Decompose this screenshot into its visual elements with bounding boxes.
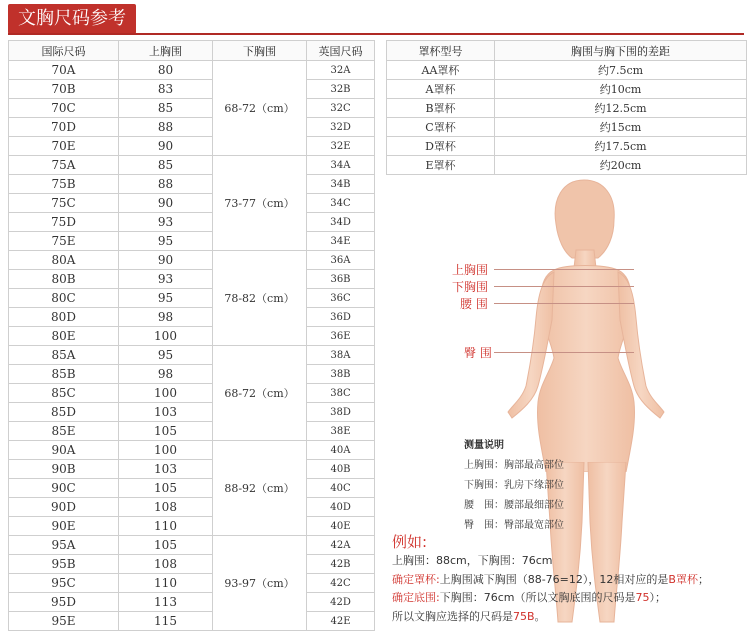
uk-size-cell: 38D [307, 403, 375, 422]
title-bar [8, 4, 136, 34]
table-row [9, 422, 375, 441]
upper-bust-cell: 103 [119, 460, 213, 479]
intl-size-cell: 95A [9, 536, 119, 555]
cup-type-cell: C罩杯 [387, 118, 495, 137]
note-under-bust: 下胸围：乳房下缘部位 [464, 480, 564, 491]
uk-size-cell: 32A [307, 61, 375, 80]
measurement-notes [464, 436, 564, 536]
upper-bust-cell: 105 [119, 479, 213, 498]
note-hip: 臀 围：臀部最宽部位 [464, 520, 564, 531]
intl-size-cell: 70B [9, 80, 119, 99]
table-row [9, 118, 375, 137]
uk-size-cell: 36D [307, 308, 375, 327]
uk-size-cell: 34E [307, 232, 375, 251]
uk-size-cell: 38C [307, 384, 375, 403]
notes-title: 测量说明 [464, 440, 504, 451]
table-row [9, 384, 375, 403]
upper-bust-cell: 88 [119, 118, 213, 137]
size-table-header [9, 41, 375, 61]
table-row [9, 403, 375, 422]
upper-bust-cell: 90 [119, 194, 213, 213]
cup-table [386, 40, 747, 175]
table-row [9, 536, 375, 555]
upper-bust-cell: 90 [119, 251, 213, 270]
intl-size-cell: 90A [9, 441, 119, 460]
table-row [9, 346, 375, 365]
under-bust-range-cell: 68-72（cm） [213, 61, 307, 156]
intl-size-cell: 80A [9, 251, 119, 270]
upper-bust-cell: 110 [119, 574, 213, 593]
cup-type-cell: B罩杯 [387, 99, 495, 118]
final-text: 所以文胸应选择的尺码是 [392, 609, 513, 623]
table-row [9, 137, 375, 156]
uk-size-cell: 38E [307, 422, 375, 441]
intl-size-cell: 90B [9, 460, 119, 479]
note-upper-bust: 上胸围：胸部最高部位 [464, 460, 564, 471]
uk-size-cell: 32E [307, 137, 375, 156]
table-row [9, 593, 375, 612]
upper-bust-cell: 98 [119, 365, 213, 384]
example-line-1: 上胸围：88cm，下胸围：76cm [392, 554, 553, 567]
table-row [9, 232, 375, 251]
intl-size-cell: 90C [9, 479, 119, 498]
intl-size-cell: 95E [9, 612, 119, 631]
uk-size-cell: 42C [307, 574, 375, 593]
table-row [9, 175, 375, 194]
table-row [9, 194, 375, 213]
page-title: 文胸尺码参考 [8, 4, 136, 34]
uk-size-cell: 32B [307, 80, 375, 99]
body-silhouette [386, 172, 746, 472]
table-row [9, 441, 375, 460]
cup-difference-cell: 约10cm [495, 80, 747, 99]
example-line-4 [392, 608, 709, 627]
table-row [9, 498, 375, 517]
upper-bust-cell: 93 [119, 270, 213, 289]
cup-type-cell: AA罩杯 [387, 61, 495, 80]
cup-row [387, 61, 747, 80]
intl-size-cell: 85C [9, 384, 119, 403]
uk-size-cell: 36A [307, 251, 375, 270]
uk-size-cell: 34B [307, 175, 375, 194]
intl-size-cell: 80E [9, 327, 119, 346]
under-bust-range-cell: 73-77（cm） [213, 156, 307, 251]
hip-line [494, 352, 634, 353]
final-end: 。 [534, 609, 546, 623]
cup-difference-cell: 约7.5cm [495, 61, 747, 80]
label-under-bust: 下胸围 [452, 280, 489, 294]
table-row [9, 460, 375, 479]
band-result: 75 [635, 591, 650, 604]
table-row [9, 479, 375, 498]
cup-result: B罩杯 [668, 572, 698, 586]
intl-size-cell: 75E [9, 232, 119, 251]
title-divider [8, 33, 744, 35]
uk-size-cell: 42B [307, 555, 375, 574]
intl-size-cell: 85D [9, 403, 119, 422]
upper-bust-cell: 95 [119, 232, 213, 251]
intl-size-cell: 95D [9, 593, 119, 612]
header-under-bust: 下胸围 [213, 41, 307, 61]
final-size: 75B [513, 609, 535, 623]
table-row [9, 574, 375, 593]
cup-row [387, 118, 747, 137]
note-waist: 腰 围：腰部最细部位 [464, 500, 564, 511]
uk-size-cell: 32D [307, 118, 375, 137]
under-bust-range-cell: 93-97（cm） [213, 536, 307, 631]
upper-bust-cell: 90 [119, 137, 213, 156]
cup-difference-cell: 约17.5cm [495, 137, 747, 156]
cup-text: 上胸围减下胸围（88-76=12），12相对应的是 [439, 572, 669, 586]
size-table [8, 40, 375, 631]
upper-bust-cell: 115 [119, 612, 213, 631]
uk-size-cell: 34C [307, 194, 375, 213]
band-text: 下胸围：76cm（所以文胸底围的尺码是 [439, 591, 636, 604]
table-row [9, 99, 375, 118]
upper-bust-cell: 80 [119, 61, 213, 80]
cup-type-cell: D罩杯 [387, 137, 495, 156]
uk-size-cell: 42D [307, 593, 375, 612]
table-row [9, 555, 375, 574]
cup-difference-cell: 约12.5cm [495, 99, 747, 118]
intl-size-cell: 70E [9, 137, 119, 156]
intl-size-cell: 70C [9, 99, 119, 118]
table-row [9, 327, 375, 346]
example-line-3 [392, 589, 709, 608]
upper-bust-cell: 88 [119, 175, 213, 194]
intl-size-cell: 70D [9, 118, 119, 137]
intl-size-cell: 80D [9, 308, 119, 327]
uk-size-cell: 40A [307, 441, 375, 460]
intl-size-cell: 80C [9, 289, 119, 308]
example-section [392, 532, 709, 626]
example-title: 例如: [392, 533, 428, 551]
intl-size-cell: 75D [9, 213, 119, 232]
under-bust-range-cell: 68-72（cm） [213, 346, 307, 441]
uk-size-cell: 36E [307, 327, 375, 346]
uk-size-cell: 34A [307, 156, 375, 175]
cup-row [387, 137, 747, 156]
band-label: 确定底围: [392, 591, 440, 604]
table-row [9, 612, 375, 631]
upper-bust-cell: 83 [119, 80, 213, 99]
header-cup-difference: 胸围与胸下围的差距 [495, 41, 747, 61]
uk-size-cell: 42E [307, 612, 375, 631]
intl-size-cell: 80B [9, 270, 119, 289]
waist-line [494, 303, 634, 304]
table-row [9, 251, 375, 270]
table-row [9, 517, 375, 536]
label-hip: 臀 围 [464, 346, 492, 360]
upper-bust-cell: 95 [119, 289, 213, 308]
upper-bust-cell: 113 [119, 593, 213, 612]
cup-difference-cell: 约20cm [495, 156, 747, 175]
intl-size-cell: 90D [9, 498, 119, 517]
upper-bust-line [494, 269, 634, 270]
upper-bust-cell: 105 [119, 536, 213, 555]
uk-size-cell: 42A [307, 536, 375, 555]
uk-size-cell: 32C [307, 99, 375, 118]
cup-type-cell: A罩杯 [387, 80, 495, 99]
cup-table-header [387, 41, 747, 61]
example-line-2 [392, 571, 709, 590]
intl-size-cell: 75B [9, 175, 119, 194]
uk-size-cell: 38A [307, 346, 375, 365]
upper-bust-cell: 85 [119, 156, 213, 175]
header-cup-type: 罩杯型号 [387, 41, 495, 61]
intl-size-cell: 75A [9, 156, 119, 175]
table-row [9, 365, 375, 384]
under-bust-line [494, 286, 634, 287]
uk-size-cell: 34D [307, 213, 375, 232]
intl-size-cell: 95C [9, 574, 119, 593]
upper-bust-cell: 85 [119, 99, 213, 118]
table-row [9, 289, 375, 308]
cup-row [387, 80, 747, 99]
uk-size-cell: 40D [307, 498, 375, 517]
cup-label: 确定罩杯: [392, 572, 440, 586]
under-bust-range-cell: 88-92（cm） [213, 441, 307, 536]
uk-size-cell: 40B [307, 460, 375, 479]
intl-size-cell: 85B [9, 365, 119, 384]
cup-type-cell: E罩杯 [387, 156, 495, 175]
table-row [9, 308, 375, 327]
intl-size-cell: 90E [9, 517, 119, 536]
upper-bust-cell: 108 [119, 555, 213, 574]
intl-size-cell: 85E [9, 422, 119, 441]
upper-bust-cell: 95 [119, 346, 213, 365]
uk-size-cell: 40C [307, 479, 375, 498]
upper-bust-cell: 100 [119, 384, 213, 403]
table-row [9, 80, 375, 99]
uk-size-cell: 40E [307, 517, 375, 536]
cup-row [387, 99, 747, 118]
intl-size-cell: 95B [9, 555, 119, 574]
uk-size-cell: 36C [307, 289, 375, 308]
label-upper-bust: 上胸围 [452, 263, 489, 277]
intl-size-cell: 75C [9, 194, 119, 213]
cup-end: ； [697, 572, 709, 586]
cup-difference-cell: 约15cm [495, 118, 747, 137]
uk-size-cell: 36B [307, 270, 375, 289]
intl-size-cell: 70A [9, 61, 119, 80]
upper-bust-cell: 100 [119, 327, 213, 346]
upper-bust-cell: 108 [119, 498, 213, 517]
under-bust-range-cell: 78-82（cm） [213, 251, 307, 346]
table-row [9, 213, 375, 232]
upper-bust-cell: 100 [119, 441, 213, 460]
band-end: ）； [649, 591, 666, 604]
header-uk-size: 英国尺码 [307, 41, 375, 61]
upper-bust-cell: 110 [119, 517, 213, 536]
upper-bust-cell: 93 [119, 213, 213, 232]
header-upper-bust: 上胸围 [119, 41, 213, 61]
upper-bust-cell: 105 [119, 422, 213, 441]
upper-bust-cell: 103 [119, 403, 213, 422]
upper-bust-cell: 98 [119, 308, 213, 327]
table-row [9, 156, 375, 175]
intl-size-cell: 85A [9, 346, 119, 365]
uk-size-cell: 38B [307, 365, 375, 384]
table-row [9, 61, 375, 80]
label-waist: 腰 围 [460, 297, 488, 311]
header-intl-size: 国际尺码 [9, 41, 119, 61]
table-row [9, 270, 375, 289]
